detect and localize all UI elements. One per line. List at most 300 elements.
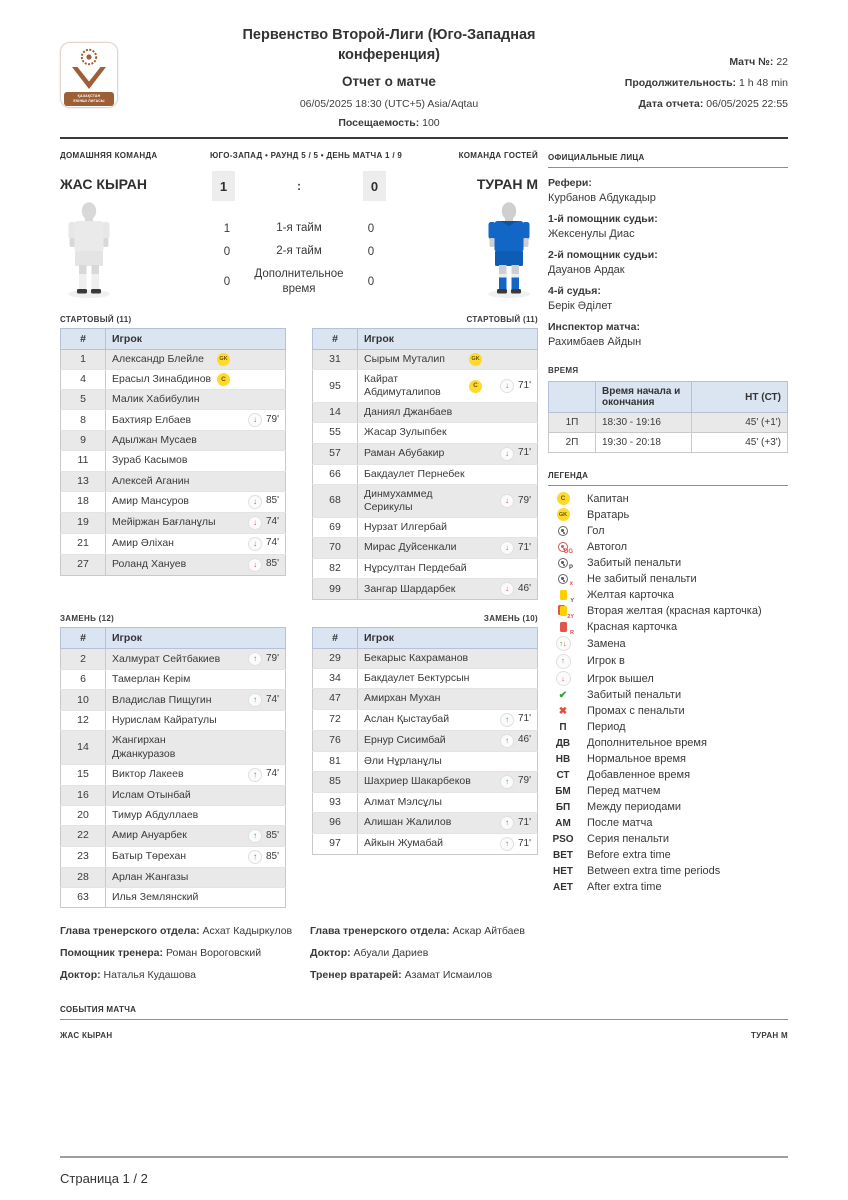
player-out-icon: ↓ [500, 379, 514, 393]
legend-item [548, 737, 788, 751]
away-starting-title: СТАРТОВЫЙ (11) [466, 314, 538, 324]
player-name: Арлан Жангазы [112, 870, 189, 883]
league-logo [60, 42, 118, 108]
legend-code: БП [555, 801, 571, 813]
col-player: Игрок [358, 328, 538, 349]
player-row [313, 689, 538, 709]
period-label: 1-я тайм [276, 222, 322, 235]
player-number: 22 [61, 825, 106, 846]
time-col-corner [549, 382, 596, 413]
legend-code: ДВ [555, 737, 571, 749]
player-row [61, 690, 286, 711]
legend-item [548, 689, 788, 703]
player-name: Жангирхан Джанкуразов [112, 734, 176, 760]
sub-minute: 46' [517, 582, 531, 594]
official-role: 4-й судья: [548, 285, 601, 298]
official-item [548, 285, 788, 312]
player-number: 28 [61, 867, 106, 887]
player-number: 55 [313, 423, 358, 443]
home-starting-section [60, 315, 286, 600]
legend-item [548, 881, 788, 895]
legend-item [548, 556, 788, 570]
staff-role: Тренер вратарей: [310, 968, 402, 981]
player-in-icon: ↑ [248, 652, 262, 666]
legend-item [548, 671, 788, 686]
player-row [313, 792, 538, 812]
player-name: Амир Әліхан [112, 537, 174, 550]
period-score-row [210, 263, 388, 301]
sub-out-event [500, 582, 531, 596]
sub-in-event [248, 829, 279, 843]
player-name: Алишан Жалилов [364, 816, 452, 829]
period-home-score: 1 [223, 222, 231, 235]
player-name: Виктор Лакеев [112, 768, 184, 781]
title-block [180, 16, 598, 129]
league-logo-line1: ҚАЗАҚСТАН [77, 94, 101, 98]
legend-item [548, 769, 788, 783]
events-home-team: ЖАС КЫРАН [60, 1031, 113, 1041]
legend-code: AET [553, 881, 573, 893]
player-in-icon: ↑ [556, 654, 571, 669]
period-score-row [210, 240, 388, 263]
staff-role: Глава тренерского отдела: [60, 925, 200, 938]
player-number: 57 [313, 443, 358, 464]
home-team-label: ДОМАШНЯЯ КОМАНДА [60, 151, 158, 161]
penalty-missed-cross-icon: ✖ [558, 705, 568, 717]
player-row [61, 431, 286, 451]
sub-minute: 71' [517, 837, 531, 849]
period-label: Дополнительное время [254, 268, 344, 295]
player-in-icon: ↑ [500, 816, 514, 830]
player-name: Бакдаулет Пернебек [364, 467, 465, 480]
player-row [313, 730, 538, 751]
sub-in-event [500, 837, 531, 851]
player-row [313, 423, 538, 443]
player-name: Илья Землянский [112, 891, 199, 903]
time-section [548, 366, 788, 453]
player-row [61, 491, 286, 512]
sub-minute: 71' [517, 447, 531, 459]
legend-item [548, 524, 788, 538]
player-name: Бахтияр Елбаев [112, 413, 192, 426]
time-table [548, 381, 788, 453]
sub-in-event [500, 734, 531, 748]
legend-code: П [559, 721, 567, 733]
legend-label: Нормальное время [587, 753, 686, 766]
sub-out-event [248, 516, 279, 530]
player-row [61, 512, 286, 533]
own-goal-icon: OG [558, 542, 568, 552]
official-role: Рефери: [548, 177, 592, 190]
player-name: Батыр Төрехан [112, 850, 187, 863]
player-name: Роланд Хануев [112, 558, 187, 571]
captain-icon: C [469, 380, 482, 393]
substitute-lineups [60, 614, 538, 908]
player-row [61, 349, 286, 369]
player-name: Тимур Абдуллаев [112, 808, 199, 821]
sub-in-event [248, 768, 279, 782]
official-item [548, 321, 788, 348]
round-label: ЮГО-ЗАПАД • РАУНД 5 / 5 • ДЕНЬ МАТЧА 1 / 9 [210, 151, 403, 161]
staff-row [310, 968, 538, 983]
player-row [61, 764, 286, 785]
time-period: 2П [549, 433, 596, 453]
legend-label: Before extra time [587, 849, 671, 862]
player-name: Малик Хабибулин [112, 393, 200, 406]
legend-item [548, 817, 788, 831]
sub-minute: 85' [265, 558, 279, 570]
captain-icon: C [557, 492, 570, 505]
sub-out-event [500, 494, 531, 508]
player-name: Ислам Отынбай [112, 788, 191, 801]
player-row [61, 825, 286, 846]
sub-out-event [500, 379, 531, 393]
away-subs-table [312, 627, 538, 855]
player-row [313, 812, 538, 833]
player-number: 9 [61, 431, 106, 451]
penalty-missed-ball-icon: x [558, 574, 568, 584]
player-row [313, 403, 538, 423]
time-col-ht: НТ (СТ) [692, 382, 788, 413]
official-role: Инспектор матча: [548, 321, 640, 334]
player-number: 97 [313, 833, 358, 854]
legend-label: Вторая желтая (красная карточка) [587, 604, 762, 617]
legend-item [548, 540, 788, 554]
player-out-icon: ↓ [248, 413, 262, 427]
player-row [313, 484, 538, 517]
time-row [549, 413, 788, 433]
player-row [313, 771, 538, 792]
sub-minute: 74' [265, 537, 279, 549]
away-team-cell [388, 151, 538, 301]
player-number: 16 [61, 785, 106, 805]
away-subs-section [312, 614, 538, 908]
legend-label: Желтая карточка [587, 588, 674, 601]
official-name: Жексенулы Диас [548, 228, 635, 241]
legend-items [548, 492, 788, 894]
sub-in-event [500, 775, 531, 789]
away-staff [310, 924, 538, 989]
legend-item [548, 865, 788, 879]
official-name: Берік Әділет [548, 300, 613, 313]
legend-item [548, 508, 788, 522]
player-number: 99 [313, 579, 358, 600]
player-name: Владислав Пищугин [112, 693, 212, 706]
player-name: Сырым Муталип [364, 352, 445, 365]
player-name: Амир Мансуров [112, 495, 189, 508]
sub-out-event [500, 447, 531, 461]
sub-in-event [248, 693, 279, 707]
official-role: 2-й помощник судьи: [548, 249, 658, 262]
player-row [313, 349, 538, 369]
player-out-icon: ↓ [248, 558, 262, 572]
player-in-icon: ↑ [248, 850, 262, 864]
attendance-value: 100 [422, 117, 440, 130]
player-row [61, 410, 286, 431]
legend-title: ЛЕГЕНДА [548, 471, 788, 486]
player-name: Мирас Дуйсенкали [364, 541, 457, 554]
player-number: 81 [313, 751, 358, 771]
player-number: 5 [61, 390, 106, 410]
official-item [548, 249, 788, 276]
player-row [61, 711, 286, 731]
footer-divider [60, 1156, 788, 1158]
starting-lineups [60, 315, 538, 600]
sub-in-event [248, 652, 279, 666]
player-number: 8 [61, 410, 106, 431]
player-row [61, 785, 286, 805]
official-name: Дауанов Ардак [548, 264, 625, 277]
competition-title: Первенство Второй-Лиги (Юго-Западная конференция) [242, 27, 536, 63]
header-divider [60, 137, 788, 139]
player-row [313, 443, 538, 464]
player-row [61, 867, 286, 887]
legend-label: Не забитый пенальти [587, 572, 697, 585]
player-name: Ерасыл Зинабдинов [112, 373, 212, 385]
captain-icon: C [217, 373, 230, 386]
period-home-score: 0 [223, 275, 231, 288]
player-number: 69 [313, 517, 358, 537]
legend-item [548, 572, 788, 586]
player-row [61, 888, 286, 908]
legend-label: Промах с пенальти [587, 705, 685, 718]
score-center-cell [210, 151, 403, 301]
player-number: 21 [61, 533, 106, 554]
player-name: Мейіржан Бағланұлы [112, 516, 216, 529]
match-meta [625, 16, 788, 119]
player-out-icon: ↓ [500, 541, 514, 555]
away-starting-table [312, 328, 538, 600]
player-row [313, 669, 538, 689]
score-separator: : [297, 179, 301, 194]
player-row [61, 533, 286, 554]
home-subs-table [60, 627, 286, 908]
player-number: 6 [61, 670, 106, 690]
player-row [313, 751, 538, 771]
player-out-icon: ↓ [248, 495, 262, 509]
sub-out-event [500, 541, 531, 555]
player-in-icon: ↑ [248, 829, 262, 843]
official-name: Курбанов Абдукадыр [548, 192, 656, 205]
col-number: # [61, 628, 106, 649]
period-home-score: 0 [223, 245, 231, 258]
col-number: # [313, 628, 358, 649]
time-range: 19:30 - 20:18 [596, 433, 692, 453]
player-number: 4 [61, 370, 106, 390]
home-starting-table [60, 328, 286, 576]
sub-minute: 74' [265, 516, 279, 528]
sub-in-event [500, 713, 531, 727]
legend-item [548, 705, 788, 719]
sub-minute: 79' [517, 775, 531, 787]
period-away-score: 0 [367, 245, 375, 258]
legend-label: Забитый пенальти [587, 689, 682, 702]
player-row [313, 464, 538, 484]
player-name: Аслан Қыстаубай [364, 712, 450, 725]
staff-role: Доктор: [310, 946, 351, 959]
player-row [313, 833, 538, 854]
staff-name: Асхат Кадыркулов [202, 925, 293, 938]
match-datetime: 06/05/2025 18:30 (UTC+5) Asia/Aqtau [299, 98, 479, 111]
legend-item [548, 604, 788, 618]
player-name: Айкын Жумабай [364, 837, 443, 850]
attendance [180, 117, 598, 129]
player-number: 29 [313, 649, 358, 669]
col-player: Игрок [106, 328, 286, 349]
legend-code: БМ [555, 785, 571, 797]
player-number: 63 [61, 888, 106, 908]
officials-section [548, 153, 788, 348]
staff-section [60, 924, 538, 989]
home-starting-title: СТАРТОВЫЙ (11) [60, 314, 132, 324]
staff-row [310, 924, 538, 939]
player-row [313, 538, 538, 559]
yellow-card-icon: Y [557, 589, 569, 601]
player-name: Алексей Аганин [112, 474, 190, 487]
staff-row [60, 968, 310, 983]
legend-code: HET [553, 865, 573, 877]
player-name: Тамерлан Керім [112, 673, 191, 686]
player-number: 1 [61, 349, 106, 369]
sub-out-event [248, 558, 279, 572]
legend-item [548, 654, 788, 669]
player-name: Раман Абубакир [364, 446, 445, 459]
legend-label: Период [587, 721, 626, 734]
home-team-name: ЖАС КЫРАН [60, 176, 147, 193]
official-name: Рахимбаев Айдын [548, 336, 642, 349]
home-score: 1 [212, 171, 235, 201]
player-number: 93 [313, 792, 358, 812]
official-item [548, 177, 788, 204]
legend-label: Красная карточка [587, 620, 678, 633]
sub-out-event [248, 537, 279, 551]
player-row [313, 559, 538, 579]
player-name: Алмат Мэлсұлы [364, 795, 442, 808]
col-number: # [61, 328, 106, 349]
player-name: Динмухаммед Серикулы [364, 487, 433, 513]
legend-label: Капитан [587, 492, 629, 505]
staff-name: Наталья Кудашова [103, 968, 197, 981]
staff-name: Абуали Дариев [353, 946, 429, 959]
player-number: 20 [61, 805, 106, 825]
player-row [61, 805, 286, 825]
time-title: ВРЕМЯ [548, 366, 579, 376]
legend-label: После матча [587, 817, 653, 830]
goalkeeper-icon: GK [557, 508, 570, 521]
sub-minute: 71' [517, 541, 531, 553]
home-subs-section [60, 614, 286, 908]
legend-label: Забитый пенальти [587, 556, 682, 569]
events-away-team: ТУРАН М [750, 1031, 788, 1041]
home-staff [60, 924, 310, 989]
staff-name: Азамат Исмаилов [404, 968, 493, 981]
goalkeeper-icon: GK [217, 353, 230, 366]
staff-row [60, 946, 310, 961]
player-name: Халмурат Сейтбакиев [112, 652, 221, 665]
col-player: Игрок [358, 628, 538, 649]
away-kit-icon [480, 202, 538, 300]
period-scores [210, 217, 388, 301]
legend-item [548, 492, 788, 506]
staff-row [310, 946, 538, 961]
legend-code: PSO [552, 833, 574, 845]
player-name: Нурислам Кайратулы [112, 714, 217, 727]
player-name: Бекарыс Кахраманов [364, 652, 469, 665]
sub-out-event [248, 413, 279, 427]
legend-item [548, 785, 788, 799]
player-row [61, 670, 286, 690]
match-events-section [60, 1005, 788, 1040]
sub-minute: 85' [265, 850, 279, 862]
sub-minute: 46' [517, 734, 531, 746]
time-ht: 45' (+3') [692, 433, 788, 453]
sub-out-event [248, 495, 279, 509]
staff-role: Помощник тренера: [60, 946, 164, 959]
time-col-range: Время начала и окончания [596, 382, 692, 413]
player-in-icon: ↑ [500, 734, 514, 748]
sub-minute: 71' [517, 379, 531, 391]
player-row [61, 846, 286, 867]
legend-item [548, 636, 788, 651]
penalty-scored-check-icon: ✔ [558, 689, 568, 701]
legend-label: Игрок в [587, 655, 625, 668]
player-number: 82 [313, 559, 358, 579]
official-item [548, 213, 788, 240]
home-team-cell [60, 151, 210, 301]
player-name: Даниял Джанбаев [364, 406, 453, 419]
info-column [548, 151, 788, 897]
player-number: 23 [61, 846, 106, 867]
player-out-icon: ↓ [248, 537, 262, 551]
final-score [210, 171, 388, 201]
match-summary [60, 151, 538, 301]
legend-label: Серия пенальти [587, 833, 670, 846]
legend-label: After extra time [587, 881, 662, 894]
period-label: 2-я тайм [276, 245, 322, 258]
player-row [313, 649, 538, 669]
page-number: Страница 1 / 2 [60, 1171, 148, 1186]
player-number: 13 [61, 471, 106, 491]
staff-name: Роман Вороговский [165, 946, 262, 959]
second-yellow-card-icon: 2Y [557, 605, 569, 617]
away-subs-title: ЗАМЕНЬ (10) [483, 614, 538, 624]
player-in-icon: ↑ [248, 693, 262, 707]
player-number: 85 [313, 771, 358, 792]
col-player: Игрок [106, 628, 286, 649]
legend-code: НВ [555, 753, 571, 765]
match-number: Матч №: 22 [729, 56, 788, 68]
player-number: 70 [313, 538, 358, 559]
player-number: 15 [61, 764, 106, 785]
player-number: 19 [61, 512, 106, 533]
player-number: 31 [313, 349, 358, 369]
player-number: 14 [61, 731, 106, 764]
legend-label: Добавленное время [587, 769, 691, 782]
player-row [61, 731, 286, 764]
legend-label: Между периодами [587, 801, 682, 814]
player-in-icon: ↑ [500, 775, 514, 789]
player-row [313, 579, 538, 600]
league-logo-band [64, 92, 114, 106]
player-row [313, 517, 538, 537]
sub-minute: 71' [517, 713, 531, 725]
player-out-icon: ↓ [500, 582, 514, 596]
staff-role: Доктор: [60, 968, 101, 981]
player-number: 96 [313, 812, 358, 833]
period-away-score: 0 [367, 275, 375, 288]
officials-title: ОФИЦИАЛЬНЫЕ ЛИЦА [548, 153, 788, 168]
sub-minute: 79' [265, 652, 279, 664]
